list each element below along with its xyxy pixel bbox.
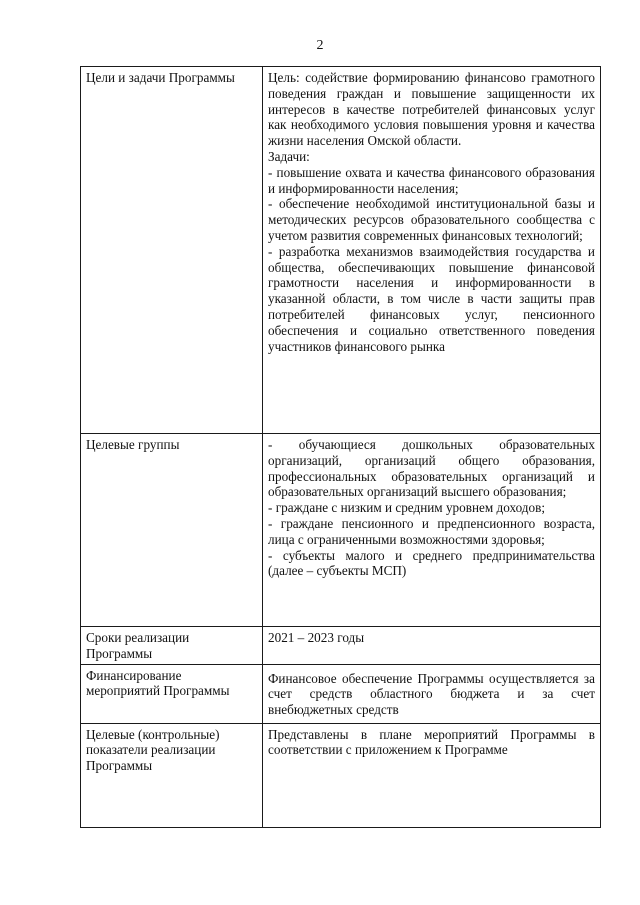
row-label-financing: Финансирование мероприятий Программы bbox=[81, 664, 263, 723]
table-row-indicators bbox=[81, 723, 601, 827]
financing-text: Финансовое обеспечение Программы осуществляется за счет средств областного бюджета и за счет внебюджетных средств bbox=[268, 670, 595, 718]
table-row-terms bbox=[81, 627, 601, 665]
task-item: - обеспечение необходимой институциональной базы и методических ресурсов образовательного сообщества с учетом развития современных финансовых технологий; bbox=[268, 196, 595, 243]
target-group-item: - граждане с низким и средним уровнем доходов; bbox=[268, 500, 545, 516]
row-label-indicators: Целевые (контрольные) показатели реализации Программы bbox=[81, 723, 263, 827]
row-value-financing bbox=[263, 664, 601, 723]
table-row-financing bbox=[81, 664, 601, 723]
row-value-goals bbox=[263, 67, 601, 434]
program-passport-table bbox=[80, 66, 601, 828]
row-value-terms bbox=[263, 627, 601, 665]
row-value-target-groups bbox=[263, 434, 601, 627]
indicators-text: Представлены в плане мероприятий Программы в соответствии с приложением к Программе bbox=[268, 726, 595, 758]
table-row-goals bbox=[81, 67, 601, 434]
task-item: - повышение охвата и качества финансового образования и информированности населения; bbox=[268, 164, 595, 196]
task-item: - разработка механизмов взаимодействия государства и общества, обеспечивающих повышение финансовой грамотности населения и информированности в указанной области, в том числе в части защиты прав потребителей финансовых услуг, пенсионного обеспечения и социально ответственного поведения участников финансового рынка bbox=[268, 243, 595, 354]
row-label-target-groups: Целевые группы bbox=[81, 434, 263, 627]
terms-text: 2021 – 2023 годы bbox=[268, 630, 365, 645]
tasks-heading: Задачи: bbox=[268, 148, 310, 164]
row-value-indicators bbox=[263, 723, 601, 827]
goal-text: Цель: содействие формированию финансово грамотного поведения граждан и повышение защищенности их интересов в качестве потребителей финансовых услуг как необходимого условия повышения уровня и качества жизни населения Омской области. bbox=[268, 70, 595, 149]
target-group-item: - субъекты малого и среднего предпринимательства (далее – субъекты МСП) bbox=[268, 547, 595, 579]
row-label-goals: Цели и задачи Программы bbox=[81, 67, 263, 434]
page-number: 2 bbox=[316, 38, 324, 53]
target-group-item: - обучающиеся дошкольных образовательных организаций, организаций общего образования, профессиональных образовательных организаций и образовательных организаций высшего образования; bbox=[268, 437, 595, 500]
row-label-terms: Сроки реализации Программы bbox=[81, 627, 263, 665]
target-group-item: - граждане пенсионного и предпенсионного возраста, лица с ограниченными возможностями здоровья; bbox=[268, 515, 595, 547]
table-row-target-groups bbox=[81, 434, 601, 627]
